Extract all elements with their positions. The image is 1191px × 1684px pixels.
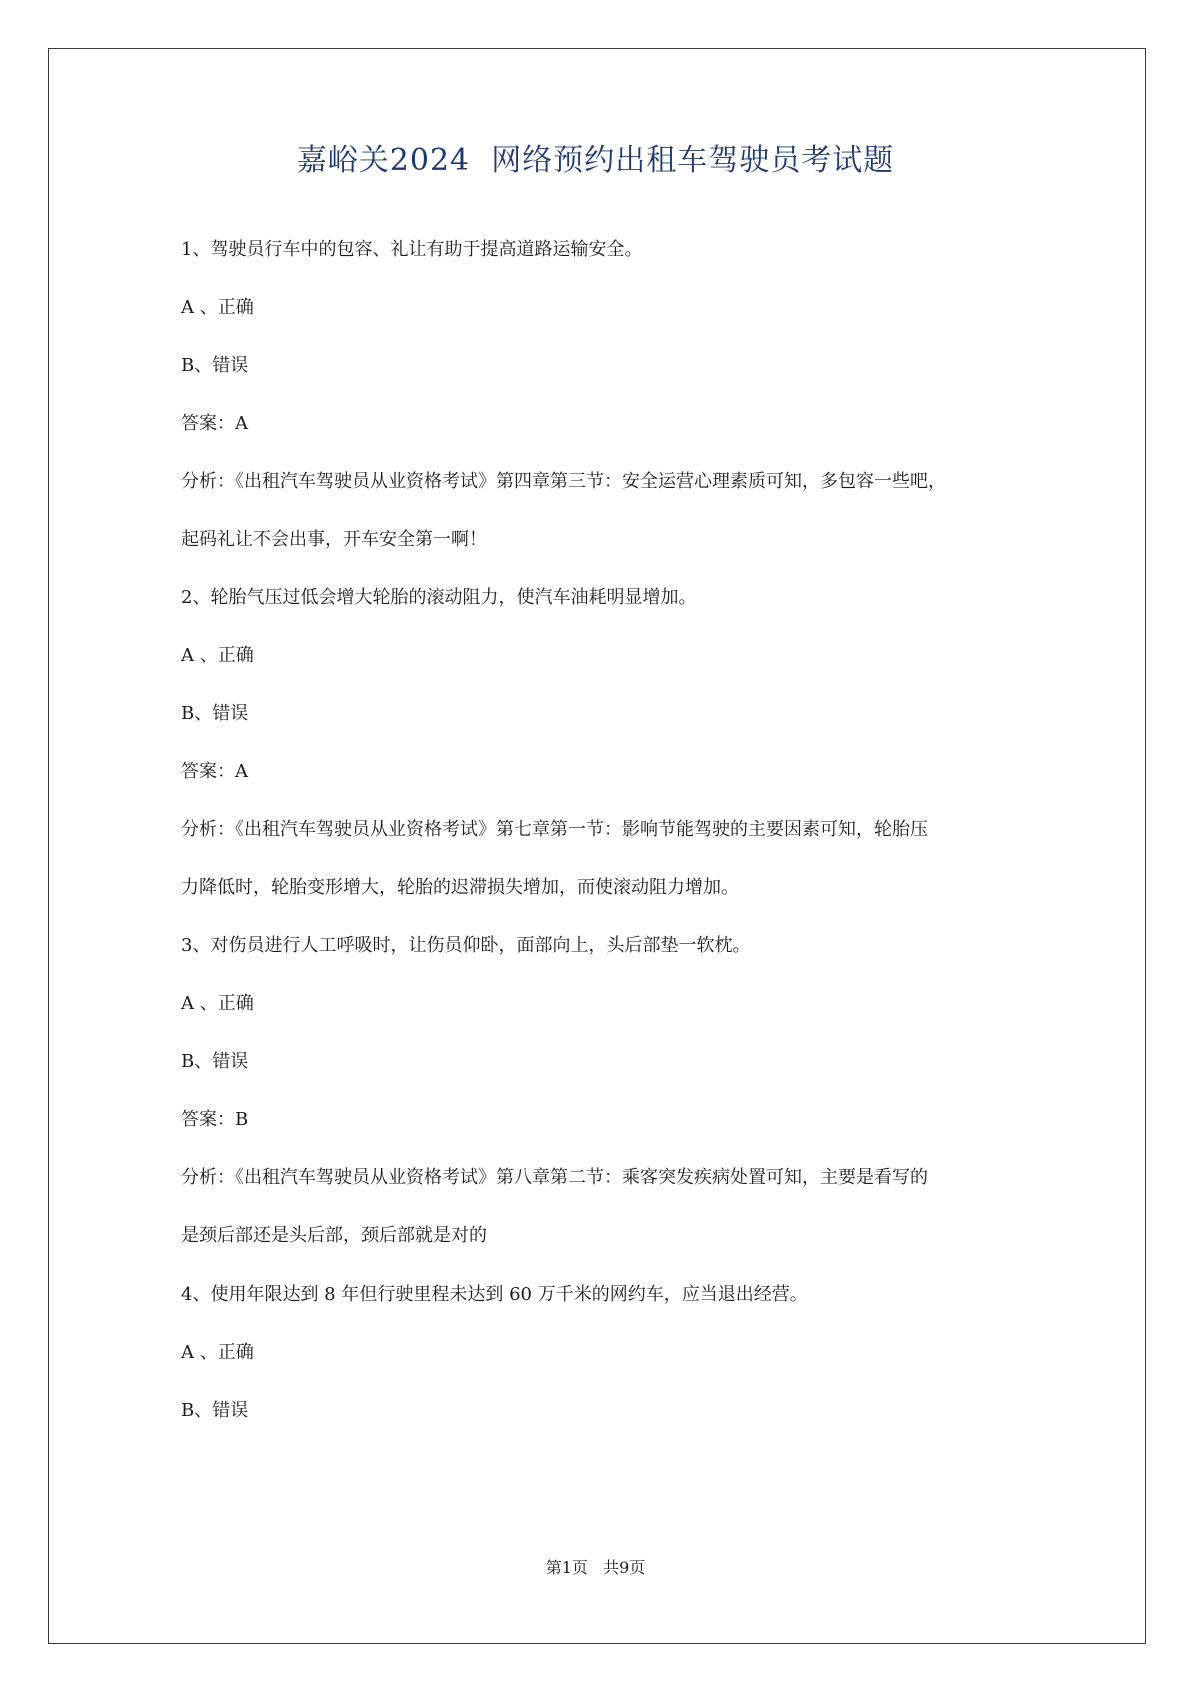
question-3-text: 3、对伤员进行人工呼吸时，让伤员仰卧，面部向上，头后部垫一软枕。 [181, 935, 751, 956]
question-1-analysis-line-1: 分析：《出租汽车驾驶员从业资格考试》第四章第三节：安全运营心理素质可知，多包容一些吧， [181, 471, 946, 492]
question-2-option-b: B、错误 [181, 703, 249, 724]
question-4-option-a: A 、正确 [181, 1342, 254, 1363]
page-footer: 第1页 共9页 [545, 1558, 646, 1577]
question-3-option-b: B、错误 [181, 1051, 249, 1072]
question-1-analysis-line-2: 起码礼让不会出事，开车安全第一啊！ [181, 529, 487, 550]
question-3-option-a: A 、正确 [181, 993, 254, 1014]
question-2-option-a: A 、正确 [181, 645, 254, 666]
question-3-answer: 答案：B [181, 1109, 249, 1130]
question-1-option-a: A 、正确 [181, 297, 254, 318]
question-2-analysis-line-1: 分析：《出租汽车驾驶员从业资格考试》第七章第一节：影响节能驾驶的主要因素可知，轮胎压 [181, 819, 928, 840]
question-1-text: 1、驾驶员行车中的包容、礼让有助于提高道路运输安全。 [181, 239, 643, 260]
question-2-answer: 答案：A [181, 761, 248, 782]
question-3-analysis-line-1: 分析：《出租汽车驾驶员从业资格考试》第八章第二节：乘客突发疾病处置可知，主要是看写的 [181, 1167, 928, 1188]
question-4-option-b: B、错误 [181, 1400, 249, 1421]
question-2-analysis-line-2: 力降低时，轮胎变形增大，轮胎的迟滞损失增加，而使滚动阻力增加。 [181, 877, 739, 898]
question-2-text: 2、轮胎气压过低会增大轮胎的滚动阻力，使汽车油耗明显增加。 [181, 587, 697, 608]
question-3-analysis-line-2: 是颈后部还是头后部，颈后部就是对的 [181, 1225, 487, 1246]
document-title: 嘉峪关2024 网络预约出租车驾驶员考试题 [296, 143, 895, 178]
question-4-text: 4、使用年限达到 8 年但行驶里程未达到 60 万千米的网约车，应当退出经营。 [181, 1284, 808, 1305]
question-1-option-b: B、错误 [181, 355, 249, 376]
question-1-answer: 答案：A [181, 413, 248, 434]
